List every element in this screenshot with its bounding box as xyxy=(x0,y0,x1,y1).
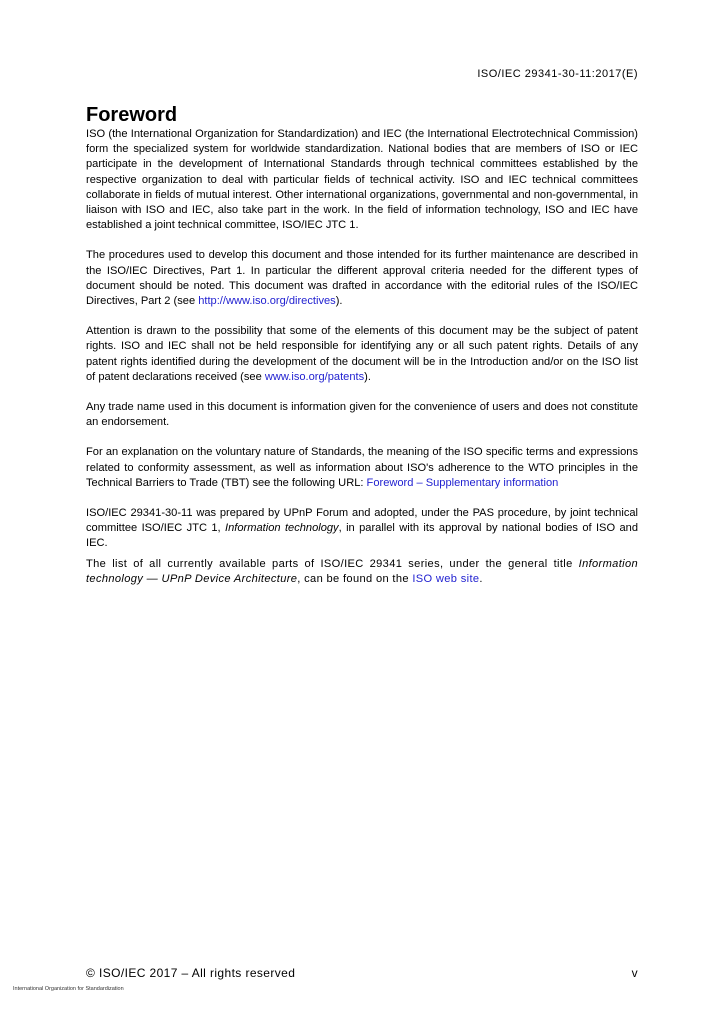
supplementary-information-link[interactable]: Foreword – Supplementary information xyxy=(366,476,559,489)
paragraph-trade-name: Any trade name used in this document is information given for the convenience of users and does not constitute an endorsement. xyxy=(86,401,638,429)
page-number: v xyxy=(631,966,638,980)
paragraph-patents: Attention is drawn to the possibility that some of the elements of this document may be the subject of patent rights. ISO and IEC shall not be held responsible for identifying any or all such patent rights. Details of any patent rights identified during the development of the document will be in the Introduction and/or on the ISO list of patent declarations received (see www.iso.org/patents). xyxy=(86,325,638,383)
copyright-notice: © ISO/IEC 2017 – All rights reserved xyxy=(86,966,296,980)
paragraph-voluntary-nature: For an explanation on the voluntary nature of Standards, the meaning of the ISO specific terms and expressions related to conformity assessment, as well as information about ISO's adherence to the WTO principles in the Technical Barriers to Trade (TBT) see the following URL: Foreword – Supplementary information xyxy=(86,446,638,489)
iso-web-site-link[interactable]: ISO web site xyxy=(412,572,480,585)
patents-link[interactable]: www.iso.org/patents xyxy=(264,370,365,383)
paragraph-preparation: ISO/IEC 29341-30-11 was prepared by UPnP Forum and adopted, under the PAS procedure, by joint technical committee ISO/IEC JTC 1, Information technology, in parallel with its approval by national bodies of ISO and IEC. xyxy=(86,507,638,550)
paragraph-procedures: The procedures used to develop this document and those intended for its further maintenance are described in the ISO/IEC Directives, Part 1. In particular the different approval criteria needed for the different types of document should be noted. This document was drafted in accordance with the editorial rules of the ISO/IEC Directives, Part 2 (see http://www.iso.org/directives). xyxy=(86,249,638,308)
foreword-section xyxy=(86,104,638,602)
organization-watermark: International Organization for Standardization xyxy=(13,986,124,992)
directives-link[interactable]: http://www.iso.org/directives xyxy=(198,295,336,308)
document-identifier: ISO/IEC 29341-30-11:2017(E) xyxy=(477,68,638,80)
paragraph-iso-iec-intro: ISO (the International Organization for Standardization) and IEC (the International Electrotechnical Commission) form the specialized system for worldwide standardization. National bodies that are members of ISO or IEC participate in the development of International Standards through technical committees established by the respective organization to deal with particular fields of technical activity. ISO and IEC technical committees collaborate in fields of mutual interest. Other international organizations, governmental and non-governmental, in liaison with ISO and IEC, also take part in the work. In the field of information technology, ISO and IEC have established a joint technical committee, ISO/IEC JTC 1. xyxy=(86,128,638,232)
foreword-heading: Foreword xyxy=(86,104,178,126)
page-footer xyxy=(86,966,638,980)
paragraph-series-list: The list of all currently available parts of ISO/IEC 29341 series, under the general title Information technology — UPnP Device Architecture, can be found on the ISO web site. xyxy=(86,557,638,585)
